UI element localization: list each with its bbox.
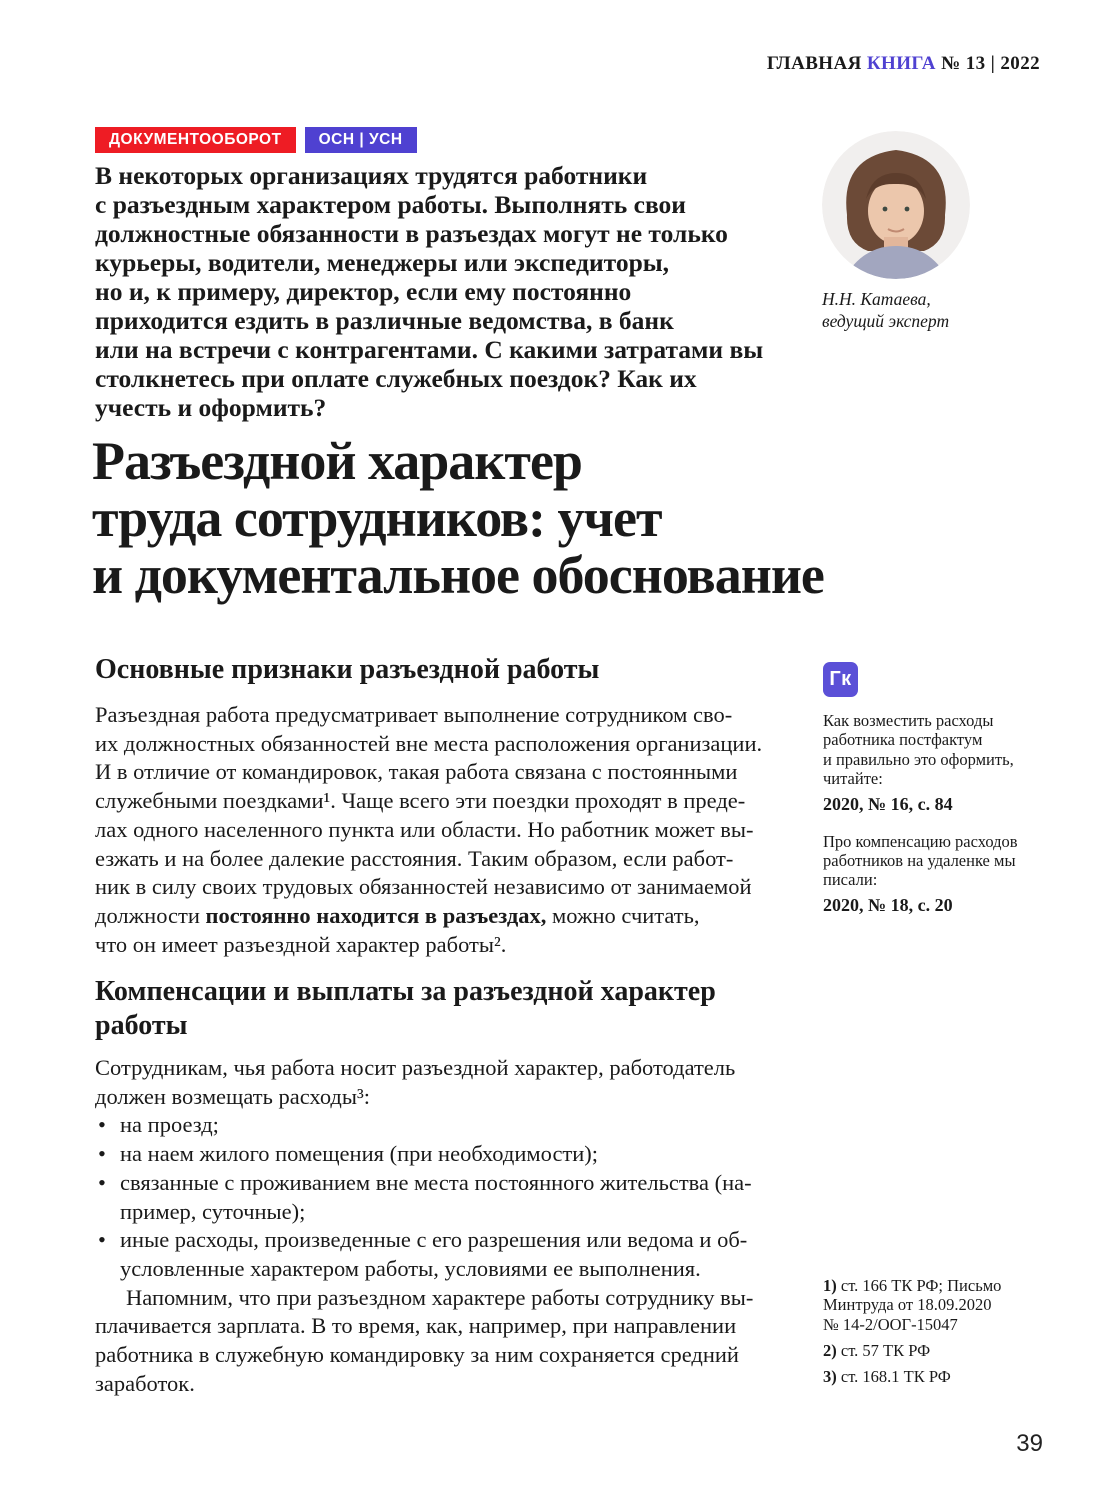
- section2-heading: Компенсации и выплаты за разъездной характер работы: [95, 976, 716, 1041]
- author-photo: [822, 131, 970, 279]
- section1-body: Разъездная работа предусматривает выполнение сотрудником сво- их должностных обязанностей вне места расположения организации. И в отличие от командировок, такая работа связана с постоянными служебными поездками¹. Чаще всего эти поездки проходят в преде- лах одного населенного пункта или области. Но работник может вы- езжать и на более далекие расстояния. Таким образом, если работ- ник в силу своих трудовых обязанностей независимо от занимаемой должности постоянно находится в разъездах, можно считать, что он имеет разъездной характер работы².: [95, 702, 763, 957]
- author-role: ведущий эксперт: [822, 311, 950, 331]
- section2-intro: Сотрудникам, чья работа носит разъездной характер, работодатель должен возмещать расходы³:: [95, 1055, 736, 1109]
- footnote-3-text: ст. 168.1 ТК РФ: [840, 1367, 951, 1387]
- magazine-name-part1: ГЛАВНАЯ: [766, 53, 867, 74]
- author-portrait-illustration: [822, 131, 970, 279]
- tag-dokumentooborot: ДОКУМЕНТООБОРОТ: [95, 127, 296, 153]
- bullet-item-travel: • на проезд;: [95, 1111, 753, 1140]
- author-caption: [822, 288, 1022, 332]
- magazine-header: [767, 53, 1040, 75]
- footnote-3-number: 3): [823, 1367, 837, 1387]
- footnote-1: [823, 1276, 1053, 1334]
- tag-osn-usn: ОСН | УСН: [305, 127, 417, 153]
- bullet-item-other: • иные расходы, произведенные с его разрешения или ведома и об- условленные характером работы, условиями ее выполнения.: [95, 1226, 753, 1283]
- article-tags: [95, 127, 417, 153]
- compensation-bullet-list: [95, 1111, 753, 1283]
- note-2-text: Про компенсацию расходов работников на удаленке мы писали:: [823, 831, 1018, 890]
- sidebar-notes: [823, 662, 1033, 916]
- footnote-1-number: 1): [823, 1276, 837, 1295]
- author-name: Н.Н. Катаева,: [822, 289, 931, 309]
- footnote-3: [823, 1367, 1053, 1386]
- issue-number: № 13 | 2022: [935, 53, 1040, 74]
- author-block: [822, 131, 1022, 332]
- bullet-item-housing: • на наем жилого помещения (при необходимости);: [95, 1140, 753, 1169]
- section2: [95, 975, 753, 1398]
- gk-magazine-icon: Гк: [823, 662, 858, 697]
- footnotes: [823, 1276, 1053, 1393]
- footnote-2-text: ст. 57 ТК РФ: [840, 1340, 931, 1360]
- footnote-2: [823, 1341, 1053, 1360]
- footnote-1-text: ст. 166 ТК РФ; Письмо Минтруда от 18.09.2020 № 14-2/ООГ-15047: [823, 1276, 1002, 1334]
- note-1-reference: 2020, № 16, с. 84: [823, 793, 953, 814]
- section2-outro: Напомним, что при разъездном характере работы сотруднику вы- плачивается зарплата. В то время, как, например, при направлении работника в служебную командировку за ним сохраняется средний заработок.: [95, 1284, 754, 1396]
- section1-heading: Основные признаки разъездной работы: [95, 654, 600, 685]
- note-2-reference: 2020, № 18, с. 20: [823, 894, 953, 915]
- page-number: 39: [1016, 1430, 1043, 1457]
- note-1-text: Как возместить расходы работника постфактум и правильно это оформить, читайте:: [823, 711, 1014, 789]
- magazine-name-part2: КНИГА: [866, 53, 936, 74]
- bullet-item-living: • связанные с проживанием вне места постоянного жительства (на- пример, суточные);: [95, 1169, 753, 1226]
- article-title: Разъездной характер труда сотрудников: учет и документальное обоснование: [92, 431, 824, 605]
- footnote-2-number: 2): [823, 1340, 837, 1360]
- lead-paragraph: В некоторых организациях трудятся работники с разъездным характером работы. Выполнять свои должностные обязанности в разъездах могут не только курьеры, водители, менеджеры или экспедиторы, но и, к примеру, директор, если ему постоянно приходится ездить в различные ведомства, в банк или на встречи с контрагентами. С какими затратами вы столкнетесь при оплате служебных поездок? Как их учесть и оформить?: [95, 161, 764, 422]
